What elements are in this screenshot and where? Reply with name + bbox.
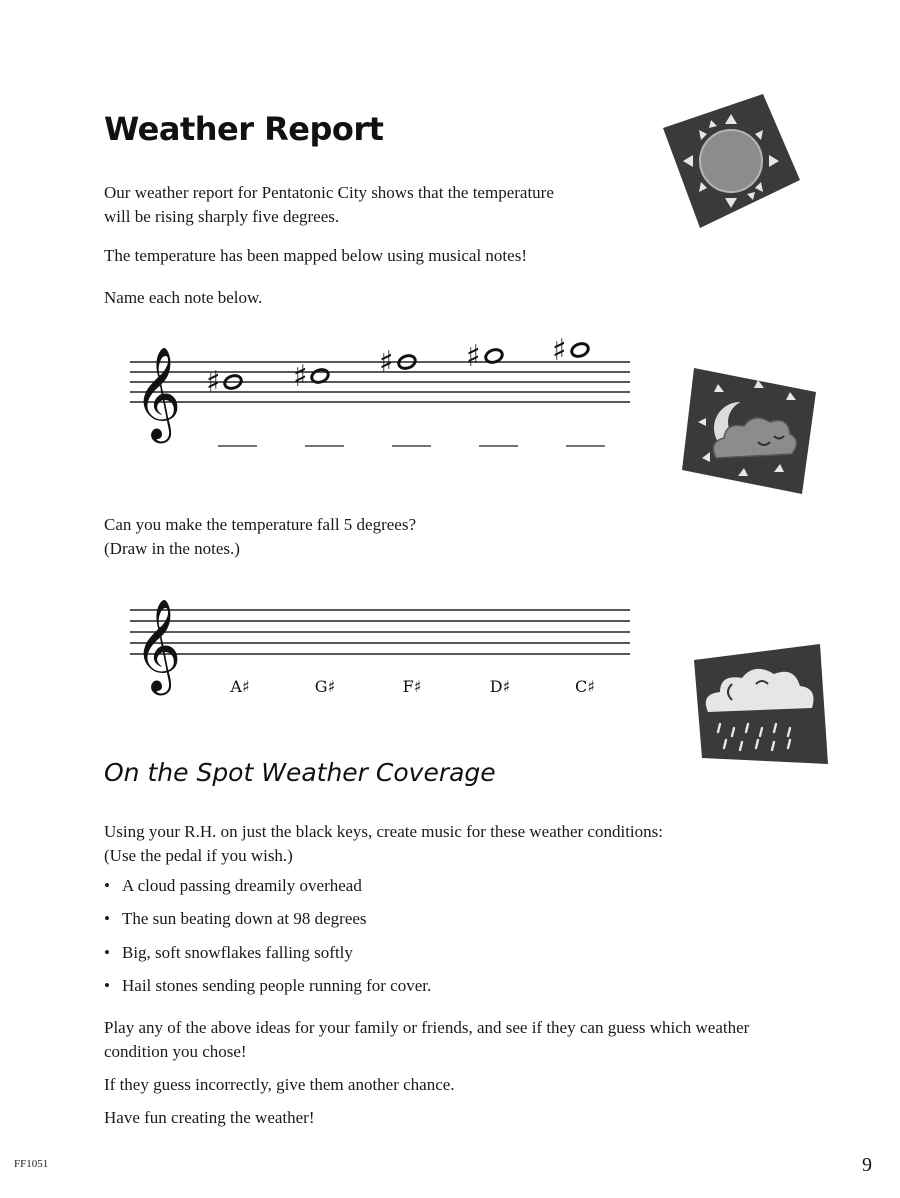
sharp-symbol: ♯ — [293, 359, 308, 394]
list-item-text: A cloud passing dreamily overhead — [122, 876, 362, 895]
intro-line-1: Our weather report for Pentatonic City shows that the temperature — [104, 183, 554, 202]
sharp-note-4 — [466, 339, 504, 374]
section-subtitle: On the Spot Weather Coverage — [104, 758, 496, 787]
rain-cloud-icon — [690, 640, 835, 770]
name-note-instruction: Name each note below. — [104, 288, 263, 307]
sharp-symbol: ♯ — [206, 365, 221, 400]
bullet-icon: • — [104, 876, 110, 895]
note-label: D♯ — [489, 677, 511, 696]
play-line-2: condition you chose! — [104, 1042, 247, 1061]
bullet-icon: • — [104, 975, 110, 995]
intro-line-2: will be rising sharply five degrees. — [104, 207, 340, 226]
sharp-symbol: ♯ — [552, 333, 567, 368]
bullet-icon: • — [104, 909, 110, 929]
bullet-icon: • — [104, 942, 110, 962]
instructions-line-1: Using your R.H. on just the black keys, create music for these weather conditions: — [104, 822, 663, 841]
moon-cloud-icon — [678, 362, 823, 497]
list-item-text: The sun beating down at 98 degrees — [122, 909, 367, 929]
sun-icon — [655, 88, 805, 238]
instructions-line-2: (Use the pedal if you wish.) — [104, 846, 293, 865]
list-item — [104, 974, 431, 1007]
footer-code: FF1051 — [14, 1158, 49, 1170]
sharp-note-5 — [552, 333, 590, 368]
mapped-text: The temperature has been mapped below using musical notes! — [104, 246, 527, 265]
instructions — [104, 820, 663, 868]
list-item-text: Big, soft snowflakes falling softly — [122, 942, 353, 962]
page-number: 9 — [862, 1154, 872, 1176]
page-title: Weather Report — [104, 110, 384, 148]
staff-lines — [130, 610, 630, 654]
weather-conditions-list — [104, 874, 431, 1007]
staff-rising-notes — [120, 320, 640, 470]
note-label: G♯ — [314, 677, 336, 696]
sharp-symbol: ♯ — [379, 345, 394, 380]
list-item-text: Hail stones sending people running for cover. — [122, 975, 432, 995]
fall-question: Can you make the temperature fall 5 degrees? — [104, 515, 417, 534]
note-labels — [229, 677, 595, 696]
play-line-1: Play any of the above ideas for your family or friends, and see if they can guess which weather — [104, 1018, 750, 1037]
sharp-symbol: ♯ — [466, 339, 481, 374]
whole-note — [570, 341, 590, 358]
closing-text: Have fun creating the weather! — [104, 1108, 315, 1127]
treble-clef-icon: 𝄞 — [134, 346, 182, 439]
staff-draw-notes[interactable] — [120, 580, 640, 700]
fall-hint: (Draw in the notes.) — [104, 539, 240, 558]
intro-paragraph — [104, 181, 554, 229]
treble-clef-icon: 𝄞 — [134, 598, 182, 691]
note-label: C♯ — [575, 677, 595, 696]
sharp-note-2 — [293, 359, 330, 394]
retry-text: If they guess incorrectly, give them another chance. — [104, 1075, 455, 1094]
play-paragraph — [104, 1016, 749, 1064]
note-label: F♯ — [402, 677, 422, 696]
list-item — [104, 907, 431, 940]
list-item — [104, 874, 431, 907]
list-item — [104, 941, 431, 974]
note-label: A♯ — [230, 677, 250, 696]
